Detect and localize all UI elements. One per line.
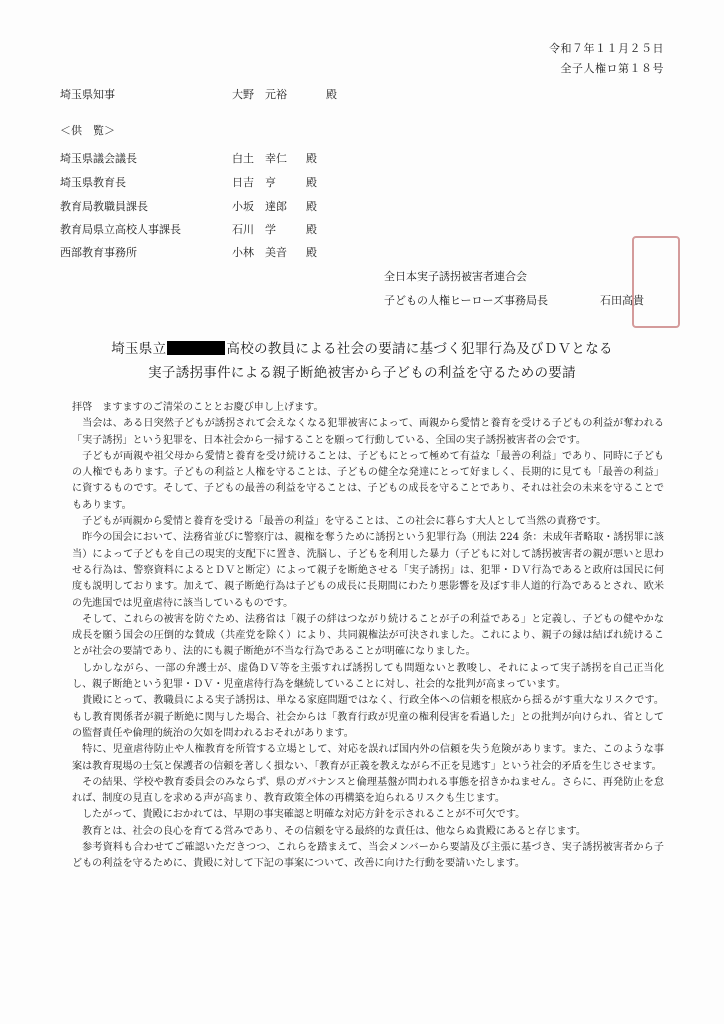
date: 令和７年１１月２５日: [549, 42, 664, 55]
sender-name: 石田高貴: [600, 294, 644, 307]
body-paragraph: したがって、貴殿におかれては、早期の事実確認と明確な対応方針を示されることが不可欠です。: [82, 809, 526, 821]
cc-name: 石川 学: [232, 223, 276, 236]
cc-honorific: 殿: [306, 152, 317, 165]
body-paragraph: 昨今の国会において、法務省並びに警察庁は、親権を奪うために誘拐という犯罪行為（刑法 224 条：未成年者略取・誘拐罪に該当）によって子どもを自己の現実的支配下に置き、洗脳し、子どもを利用した暴力（子どもに対して誘拐被害者の親が悪いと思わせる行為は、警察資料によるとＤＶと断定）によって親子を断絶させる「実子誘拐」は、犯罪・ＤＶ行為であると政府は国民に何度も説明しております。加えて、親子断絶行為は子どもの成長に長期間にわたり悪影響を及ぼす非人道的行為であるとされ、欧米の先進国では児童虐待に該当しているものです。: [72, 532, 664, 609]
body-paragraph: 教育とは、社会の良心を育てる営みであり、その信頼を守る最終的な責任は、他ならぬ貴殿にあると存じます。: [82, 825, 586, 837]
body-paragraph: 参考資料も合わせてご確認いただきつつ、これらを踏まえて、当会メンバーから要請及び主張に基づき、実子誘拐被害者から子どもの利益を守るために、貴殿に対して下記の事案について、改善に向けた行動を要請いたします。: [72, 842, 664, 870]
request-title-line-2: 実子誘拐事件による親子断絶被害から子どもの利益を守るための要請: [148, 365, 576, 381]
title-suffix: 高校の教員による社会の要請に基づく犯罪行為及びＤＶとなる: [226, 341, 613, 357]
cc-name: 小坂 達郎: [232, 200, 287, 213]
cc-name: 白土 幸仁: [232, 152, 287, 165]
cc-title: 西部教育事務所: [60, 246, 137, 259]
cc-honorific: 殿: [306, 176, 317, 189]
body-paragraph: 特に、児童虐待防止や人権教育を所管する立場として、対応を誤れば国内外の信頼を失う危険があります。また、このような事案は教育現場の士気と保護者の信頼を著しく損ない、「教育が正義を教えながら不正を見逃す」という社会的矛盾を生じさせます。: [72, 744, 664, 772]
addressee-title: 埼玉県知事: [60, 88, 115, 101]
body-paragraph: 貴殿にとって、教職員による実子誘拐は、単なる家庭問題ではなく、行政全体への信頼を根底から揺るがす重大なリスクです。もし教育関係者が親子断絶に関与した場合、社会からは「教育行政が児童の権利侵害を看過した」との批判が向けられ、省としての監督責任や倫理的統治の欠如を問われるおそれがあります。: [72, 695, 664, 739]
redaction-bar: [167, 341, 225, 355]
cc-honorific: 殿: [306, 223, 317, 236]
body-paragraph: しかしながら、一部の弁護士が、虚偽ＤＶ等を主張すれば誘拐しても問題ないと教唆し、それによって実子誘拐を自己正当化し、親子断絶という犯罪・ＤＶ・児童虐待行為を継続していることに対し、社会的な批判が高まっています。: [72, 662, 664, 691]
body-paragraph: 当会は、ある日突然子どもが誘拐されて会えなくなる犯罪被害によって、両親から愛情と養育を受ける子どもの利益が奪われる「実子誘拐」という犯罪を、日本社会から一掃することを願って行動している、全国の実子誘拐被害者の会です。: [72, 418, 664, 446]
cc-title: 教育局教職員課長: [60, 200, 148, 213]
official-seal-stamp: [632, 236, 680, 328]
cc-label: ＜供 覧＞: [60, 124, 115, 137]
request-title-line-1: [0, 337, 724, 357]
body-paragraph: そして、これらの被害を防ぐため、法務省は「親子の絆はつながり続けることが子の利益である」と定義し、子どもの健やかな成長を願う国会の圧倒的な賛成（共産党を除く）により、共同親権法が可決されました。これにより、親子の縁は結ばれ続けることが社会の要請であり、法的にも親子断絶が不当な行為であることが明確になりました。: [72, 613, 664, 658]
cc-name: 日吉 亨: [232, 176, 276, 189]
cc-name: 小林 美音: [232, 246, 287, 259]
cc-title: 埼玉県教育長: [60, 176, 126, 189]
body-paragraph: 子どもが両親から愛情と養育を受ける「最善の利益」を守ることは、この社会に暮らす大人として当然の責務です。: [82, 516, 607, 528]
sender-organization: 全日本実子誘拐被害者連合会: [384, 270, 527, 283]
cc-honorific: 殿: [306, 200, 317, 213]
cc-title: 教育局県立高校人事課長: [60, 223, 181, 236]
addressee-honorific: 殿: [326, 88, 337, 101]
cc-title: 埼玉県議会議長: [60, 152, 137, 165]
cc-honorific: 殿: [306, 246, 317, 259]
greeting-paragraph: 拝啓 ますますのご清栄のこととお慶び申し上げます。: [72, 402, 324, 413]
body-paragraph: その結果、学校や教育委員会のみならず、県のガバナンスと倫理基盤が問われる事態を招きかねません。さらに、再発防止を怠れば、制度の見直しを求める声が高まり、教育政策全体の再構築を迫られるリスクも生じます。: [72, 776, 664, 805]
addressee-name: 大野 元裕: [232, 88, 287, 101]
sender-department: 子どもの人権ヒーローズ事務局長: [384, 294, 549, 307]
reference-number: 全子人権ロ第１８号: [560, 62, 664, 75]
body-paragraph: 子どもが両親や祖父母から愛情と養育を受け続けることは、子どもにとって極めて有益な「最善の利益」であり、同時に子どもの人権でもあります。子どもの利益と人権を守ることは、子どもの健全な発達にとって好ましく、長期的に見ても「最善の利益」に資するものです。そして、子どもの最善の利益を守ることは、子どもの成長を守ることであり、それは社会の未来を守ることでもあります。: [72, 450, 664, 511]
letter-body: [72, 400, 664, 873]
title-prefix: 埼玉県立: [111, 341, 167, 357]
